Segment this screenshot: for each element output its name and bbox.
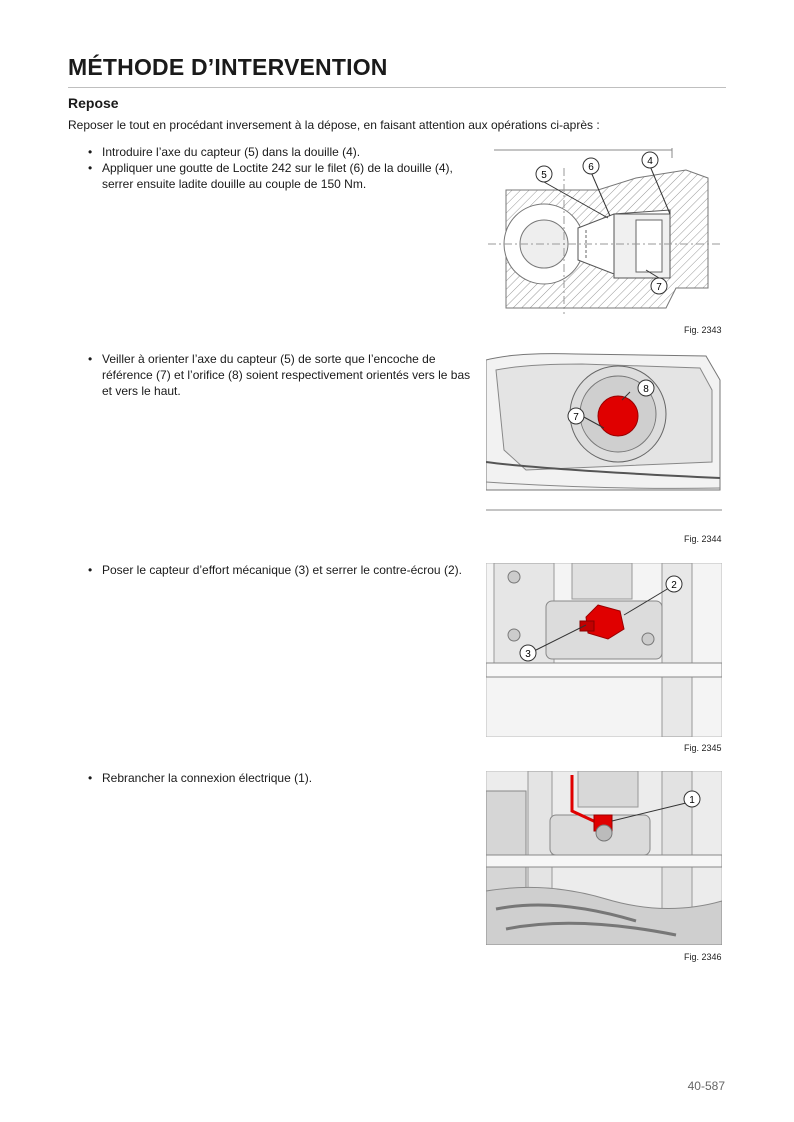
list-item: • Introduire l’axe du capteur (5) dans la douille (4). bbox=[88, 145, 361, 159]
list-item: • Appliquer une goutte de Loctite 242 sur le filet (6) de la douille (4), serrer ensuite ladite douille au couple de 150 Nm. bbox=[88, 161, 453, 191]
svg-text:6: 6 bbox=[588, 162, 594, 173]
callout-1 bbox=[684, 791, 700, 807]
figure-caption: Fig. 2343 bbox=[684, 325, 722, 335]
step-2-list bbox=[86, 351, 478, 399]
svg-text:2: 2 bbox=[671, 580, 677, 591]
svg-text:7: 7 bbox=[656, 282, 662, 293]
figure-2343-sensor-section-drawing bbox=[486, 148, 722, 316]
step-1-list bbox=[86, 144, 478, 192]
callout-8 bbox=[638, 380, 654, 396]
section-title: Repose bbox=[68, 95, 119, 111]
figure-caption: Fig. 2344 bbox=[684, 534, 722, 544]
svg-text:4: 4 bbox=[647, 156, 653, 167]
callout-7 bbox=[651, 278, 667, 294]
section-intro: Reposer le tout en procédant inversement à la dépose, en faisant attention aux opérations ci-après : bbox=[68, 118, 600, 132]
figure-2346-electrical-connection bbox=[486, 771, 722, 945]
figure-2345-force-sensor-installation bbox=[486, 563, 722, 737]
callout-2 bbox=[666, 576, 682, 592]
title-divider bbox=[68, 87, 726, 88]
list-item: • Poser le capteur d’effort mécanique (3) et serrer le contre-écrou (2). bbox=[88, 563, 462, 577]
callout-3 bbox=[520, 645, 536, 661]
list-item: • Rebrancher la connexion électrique (1). bbox=[88, 771, 313, 785]
svg-text:1: 1 bbox=[689, 795, 695, 806]
step-4-list bbox=[86, 770, 478, 786]
list-item: • Veiller à orienter l’axe du capteur (5) de sorte que l’encoche de référence (7) et l’orifice (8) soient respectivement orientés vers le bas et vers le haut. bbox=[88, 352, 471, 398]
figure-2344-sensor-orientation-view bbox=[486, 350, 722, 516]
callout-7 bbox=[568, 408, 584, 424]
svg-text:8: 8 bbox=[643, 384, 649, 395]
callout-4 bbox=[642, 152, 658, 168]
figure-caption: Fig. 2345 bbox=[684, 743, 722, 753]
svg-text:5: 5 bbox=[541, 170, 547, 181]
step-3-list bbox=[86, 562, 478, 578]
page-title: MÉTHODE D’INTERVENTION bbox=[68, 54, 388, 80]
page-number: 40-587 bbox=[687, 1079, 725, 1093]
figure-caption: Fig. 2346 bbox=[684, 952, 722, 962]
svg-text:7: 7 bbox=[573, 412, 579, 423]
callout-6 bbox=[583, 158, 599, 174]
svg-text:3: 3 bbox=[525, 649, 531, 660]
callout-5 bbox=[536, 166, 552, 182]
